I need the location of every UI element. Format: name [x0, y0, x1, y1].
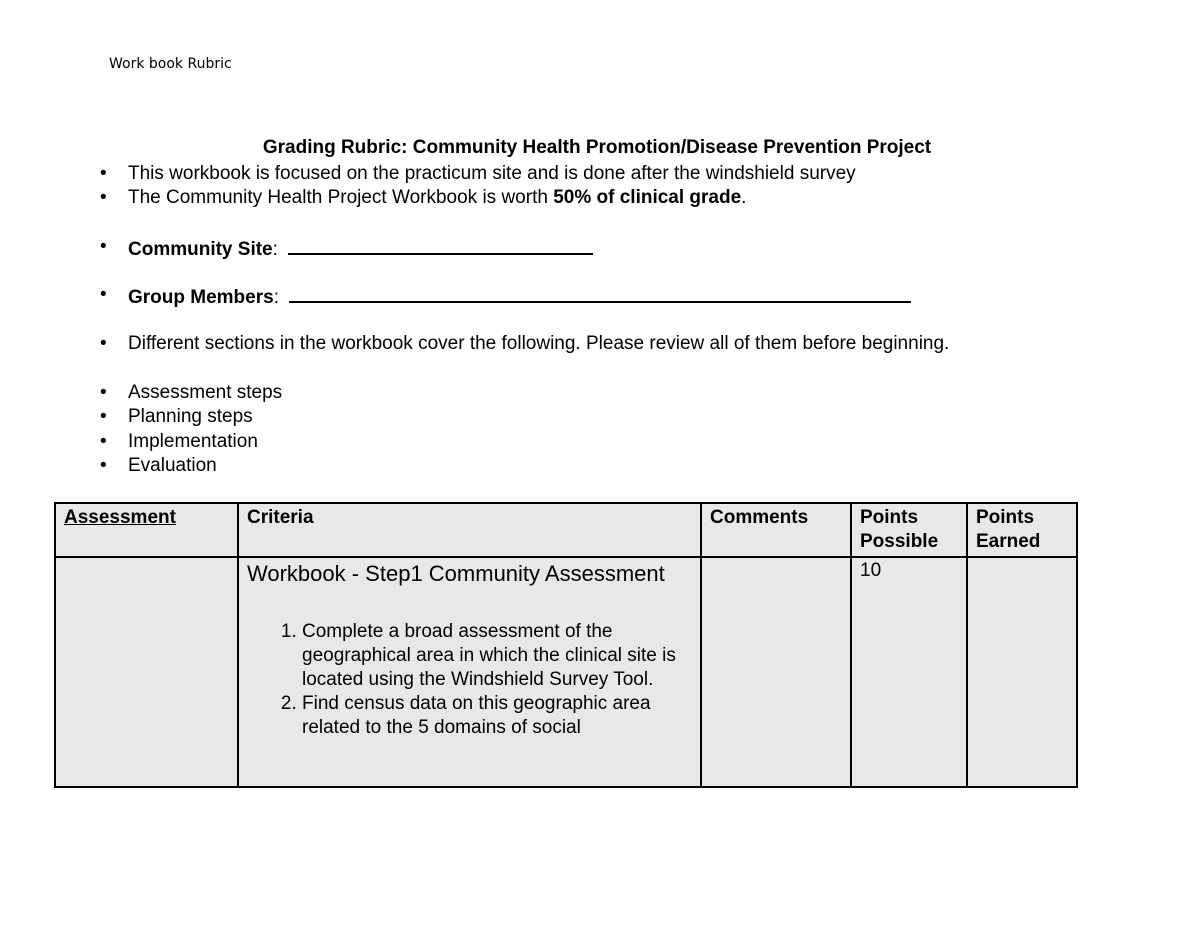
- bullet-icon: •: [100, 406, 107, 427]
- intro-bullet-2-text: [128, 186, 746, 210]
- cell-comments[interactable]: [701, 557, 851, 787]
- bullet-2-suffix: .: [741, 187, 747, 208]
- section-item-label: Assessment steps: [128, 382, 283, 403]
- community-site-colon: :: [272, 239, 278, 260]
- col-header-comments: Comments: [701, 503, 851, 557]
- table-header-row: [55, 503, 1077, 557]
- group-members-colon: :: [273, 287, 279, 308]
- intro-bullet-1-text: This workbook is focused on the practicum site and is done after the windshield survey: [128, 163, 856, 184]
- col-header-points-earned: Points Earned: [967, 503, 1077, 557]
- bullet-icon: •: [100, 284, 107, 305]
- bullet-icon: •: [100, 163, 107, 184]
- cell-assessment: [55, 557, 238, 787]
- bullet-2-prefix: The Community Health Project Workbook is worth: [128, 187, 554, 208]
- rubric-title: [0, 137, 1200, 159]
- criteria-step: 2. Find census data on this geographic area related to the 5 domains of social: [302, 692, 692, 740]
- bullet-icon: •: [100, 382, 107, 403]
- bullet-icon: •: [100, 333, 107, 354]
- bullet-icon: •: [100, 187, 107, 208]
- section-item-label: Evaluation: [128, 455, 217, 476]
- criteria-steps-list: [247, 620, 692, 740]
- bullet-2-bold: 50% of clinical grade: [553, 187, 742, 208]
- cell-points-possible: 10: [851, 557, 967, 787]
- section-item-label: Implementation: [128, 431, 258, 452]
- bullet-icon: •: [100, 236, 107, 257]
- cell-points-earned[interactable]: [967, 557, 1077, 787]
- rubric-title-text: Grading Rubric: Community Health Promotion/Disease Prevention Project: [262, 137, 932, 158]
- col-header-assessment: Assessment: [55, 503, 238, 557]
- community-site-label: Community Site: [128, 239, 273, 260]
- rubric-table: [54, 502, 1078, 788]
- col-header-criteria: Criteria: [238, 503, 701, 557]
- page-header-label: Work book Rubric: [109, 56, 232, 72]
- criteria-title: Workbook - Step1 Community Assessment: [247, 561, 665, 586]
- cell-criteria: [238, 557, 701, 787]
- sections-intro-text: Different sections in the workbook cover the following. Please review all of them before beginning.: [128, 333, 950, 354]
- bullet-icon: •: [100, 431, 107, 452]
- bullet-icon: •: [100, 455, 107, 476]
- col-header-points-possible: Points Possible: [851, 503, 967, 557]
- table-row: [55, 557, 1077, 787]
- criteria-step: 1. Complete a broad assessment of the geographical area in which the clinical site is located using the Windshield Survey Tool.: [302, 620, 692, 692]
- group-members-blank[interactable]: [289, 283, 911, 303]
- group-members-label: Group Members: [128, 287, 274, 308]
- section-item-label: Planning steps: [128, 406, 253, 427]
- community-site-blank[interactable]: [288, 235, 593, 255]
